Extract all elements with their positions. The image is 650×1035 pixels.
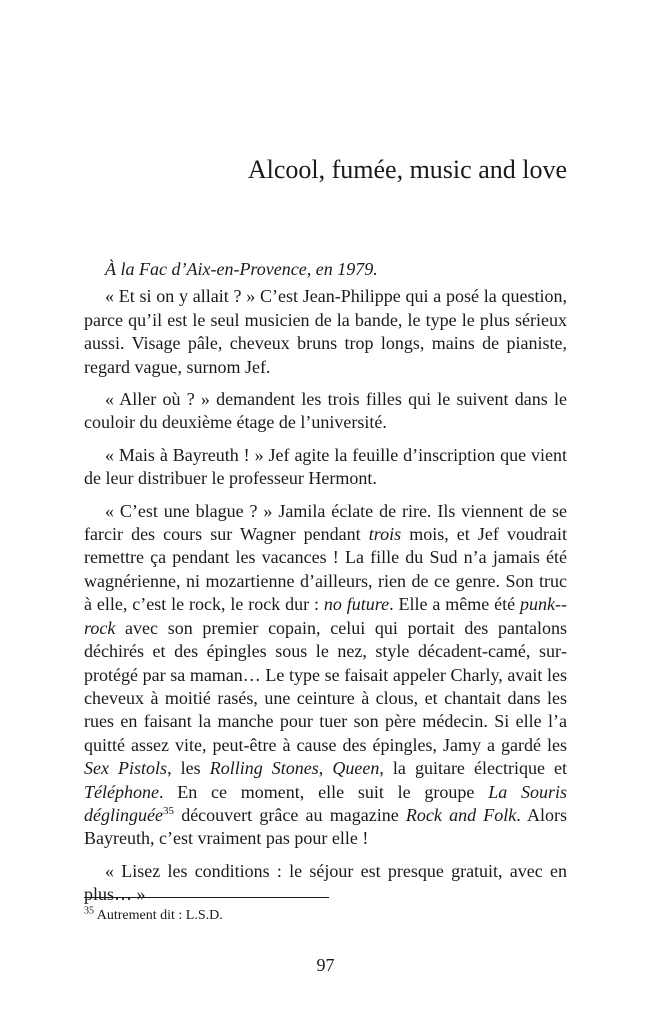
text-run: ,: [318, 758, 333, 779]
text-run: mois, et Jef voudrait remettre ça pendant les vacances ! La fille du Sud n’a jamais été wagnérienne, ni mozartienne d’ailleurs, rien de ce genre. Son truc à elle, c’est le rock, le rock dur :: [84, 524, 567, 615]
footnote: [84, 907, 223, 925]
italic-text: trois: [368, 524, 402, 545]
text-run: « Aller où ? » demandent les trois filles qui le suivent dans le couloir du deuxième étage de l’université.: [84, 389, 567, 433]
footnote-divider: [84, 897, 329, 898]
chapter-title: Alcool, fumée, music and love: [247, 155, 567, 184]
chapter-subheading: À la Fac d’Aix-en-Provence, en 1979.: [105, 259, 378, 279]
footnote-reference: 35: [162, 804, 174, 817]
text-run: , la guitare électrique et: [379, 758, 568, 779]
italic-text: Téléphone: [84, 781, 159, 802]
text-run: « C’est une blague ? » Jamila éclate de rire. Ils viennent de se farcir des cours sur Wagner pendant: [84, 500, 567, 545]
italic-text: Rock and Folk: [405, 804, 517, 825]
paragraph-list: [84, 285, 567, 906]
text-run: . Alors Bayreuth, c’est vraiment pas pour elle !: [84, 804, 567, 849]
italic-text: no future: [323, 594, 390, 615]
paragraph: [84, 444, 567, 491]
text-run: . Elle a même été: [389, 594, 521, 615]
text-run: « Mais à Bayreuth ! » Jef agite la feuille d’inscription que vient de leur distribuer le professeur Hermont.: [84, 444, 567, 489]
footnote-text: Autrement dit : L.S.D.: [94, 908, 223, 923]
italic-text: punk-rock: [84, 594, 567, 638]
text-run: , les: [167, 758, 210, 779]
text-run: « Lisez les conditions : le séjour est presque gratuit, avec en plus… »: [84, 860, 567, 905]
page-number: 97: [316, 955, 335, 975]
italic-text: Rolling Stones: [209, 758, 319, 779]
text-run: découvert grâce au magazine: [173, 804, 406, 825]
paragraph: [84, 285, 567, 379]
paragraph: [84, 388, 567, 435]
paragraph: [84, 860, 567, 907]
text-run: « Et si on y allait ? » C’est Jean-Philippe qui a posé la question, parce qu’il est le seul musicien de la bande, le type le plus sérieux aussi. Visage pâle, cheveux bruns trop longs, mains de pianiste, regard vague, surnom Jef.: [84, 286, 567, 377]
italic-text: Sex Pistols: [84, 758, 168, 779]
book-page: [84, 0, 567, 1035]
text-run: . En ce moment, elle suit le groupe: [158, 781, 489, 802]
paragraph: [84, 500, 567, 851]
italic-text: Queen: [332, 758, 380, 779]
footnote-mark: 35: [84, 905, 94, 917]
italic-text: La Souris déglinguée: [84, 781, 567, 825]
text-run: avec son premier copain, celui qui portait des pantalons déchirés et des épingles sous le nez, style décadent-camé, surprotégé par sa maman… Le type se faisait appeler Charly, avait les cheveux à moitié rasés, une ceinture à clous, et chantait dans les rues en faisant la manche pour tuer son père médecin. Si elle l’a quitté assez vite, peut-être à cause des épingles, Jamy a gardé les: [84, 617, 567, 755]
chapter-body: [84, 258, 567, 916]
